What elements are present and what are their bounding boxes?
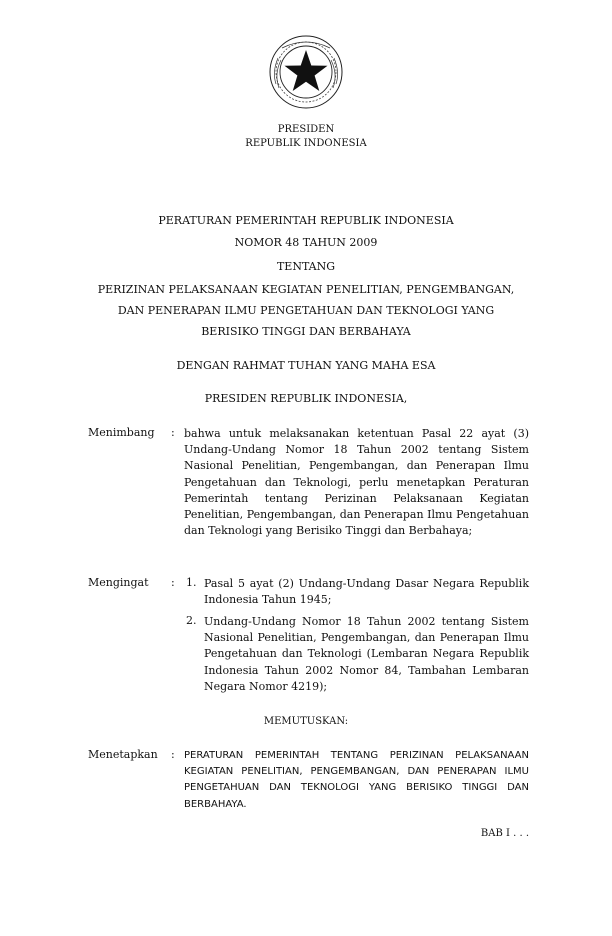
mengingat-item: Undang-Undang Nomor 18 Tahun 2002 tentang Sistem Nasional Penelitian, Pengembangan, dan Penerapan Ilmu Pengetahuan dan Teknologi (Lembaran Negara Republik Indonesia Tahun 2002 Nomor 84, Tambahan Lembaran Negara Nomor 4219);	[204, 615, 529, 693]
about-heading: TENTANG	[276, 260, 336, 273]
mengingat-colon: :	[171, 576, 175, 589]
grace-line: DENGAN RAHMAT TUHAN YANG MAHA ESA	[176, 359, 436, 372]
mengingat-item-number: 1.	[186, 576, 197, 589]
subject-line-3: BERISIKO TINGGI DAN BERBAHAYA	[201, 325, 411, 338]
regulation-title: PERATURAN PEMERINTAH REPUBLIK INDONESIA	[158, 214, 454, 227]
menetapkan-text: PERATURAN PEMERINTAH TENTANG PERIZINAN PELAKSANAAN KEGIATAN PENELITIAN, PENGEMBANGAN, DAN PENERAPAN ILMU PENGETAHUAN DAN TEKNOLOGI YANG BERISIKO TINGGI DAN BERBAHAYA.	[184, 750, 529, 810]
menetapkan-colon: :	[171, 748, 175, 761]
subject-line-2: DAN PENERAPAN ILMU PENGETAHUAN DAN TEKNOLOGI YANG	[117, 304, 495, 317]
header-republic: REPUBLIK INDONESIA	[245, 138, 367, 149]
header-president: PRESIDEN	[277, 124, 335, 135]
menetapkan-label: Menetapkan	[88, 748, 158, 761]
mengingat-item-number: 2.	[186, 614, 197, 627]
menimbang-label: Menimbang	[88, 426, 155, 439]
garuda-star-emblem-icon	[268, 34, 344, 110]
menimbang-text: bahwa untuk melaksanakan ketentuan Pasal 22 ayat (3) Undang-Undang Nomor 18 Tahun 2002 tentang Sistem Nasional Penelitian, Pengembangan, dan Penerapan Ilmu Pengetahuan dan Teknologi, perlu menetapkan Peraturan Pemerintah tentang Perizinan Pelaksanaan Kegiatan Penelitian, Pengembangan, dan Penerapan Ilmu Pengetahuan dan Teknologi yang Berisiko Tinggi dan Berbahaya;	[184, 427, 529, 538]
regulation-number: NOMOR 48 TAHUN 2009	[234, 236, 378, 249]
next-page-marker: BAB I . . .	[480, 828, 529, 839]
president-line: PRESIDEN REPUBLIK INDONESIA,	[204, 392, 408, 405]
subject-line-1: PERIZINAN PELAKSANAAN KEGIATAN PENELITIAN, PENGEMBANGAN,	[97, 283, 515, 296]
memutuskan-heading: MEMUTUSKAN:	[263, 716, 349, 727]
mengingat-label: Mengingat	[88, 576, 149, 589]
menimbang-colon: :	[171, 426, 175, 439]
mengingat-item: Pasal 5 ayat (2) Undang-Undang Dasar Negara Republik Indonesia Tahun 1945;	[204, 577, 529, 607]
